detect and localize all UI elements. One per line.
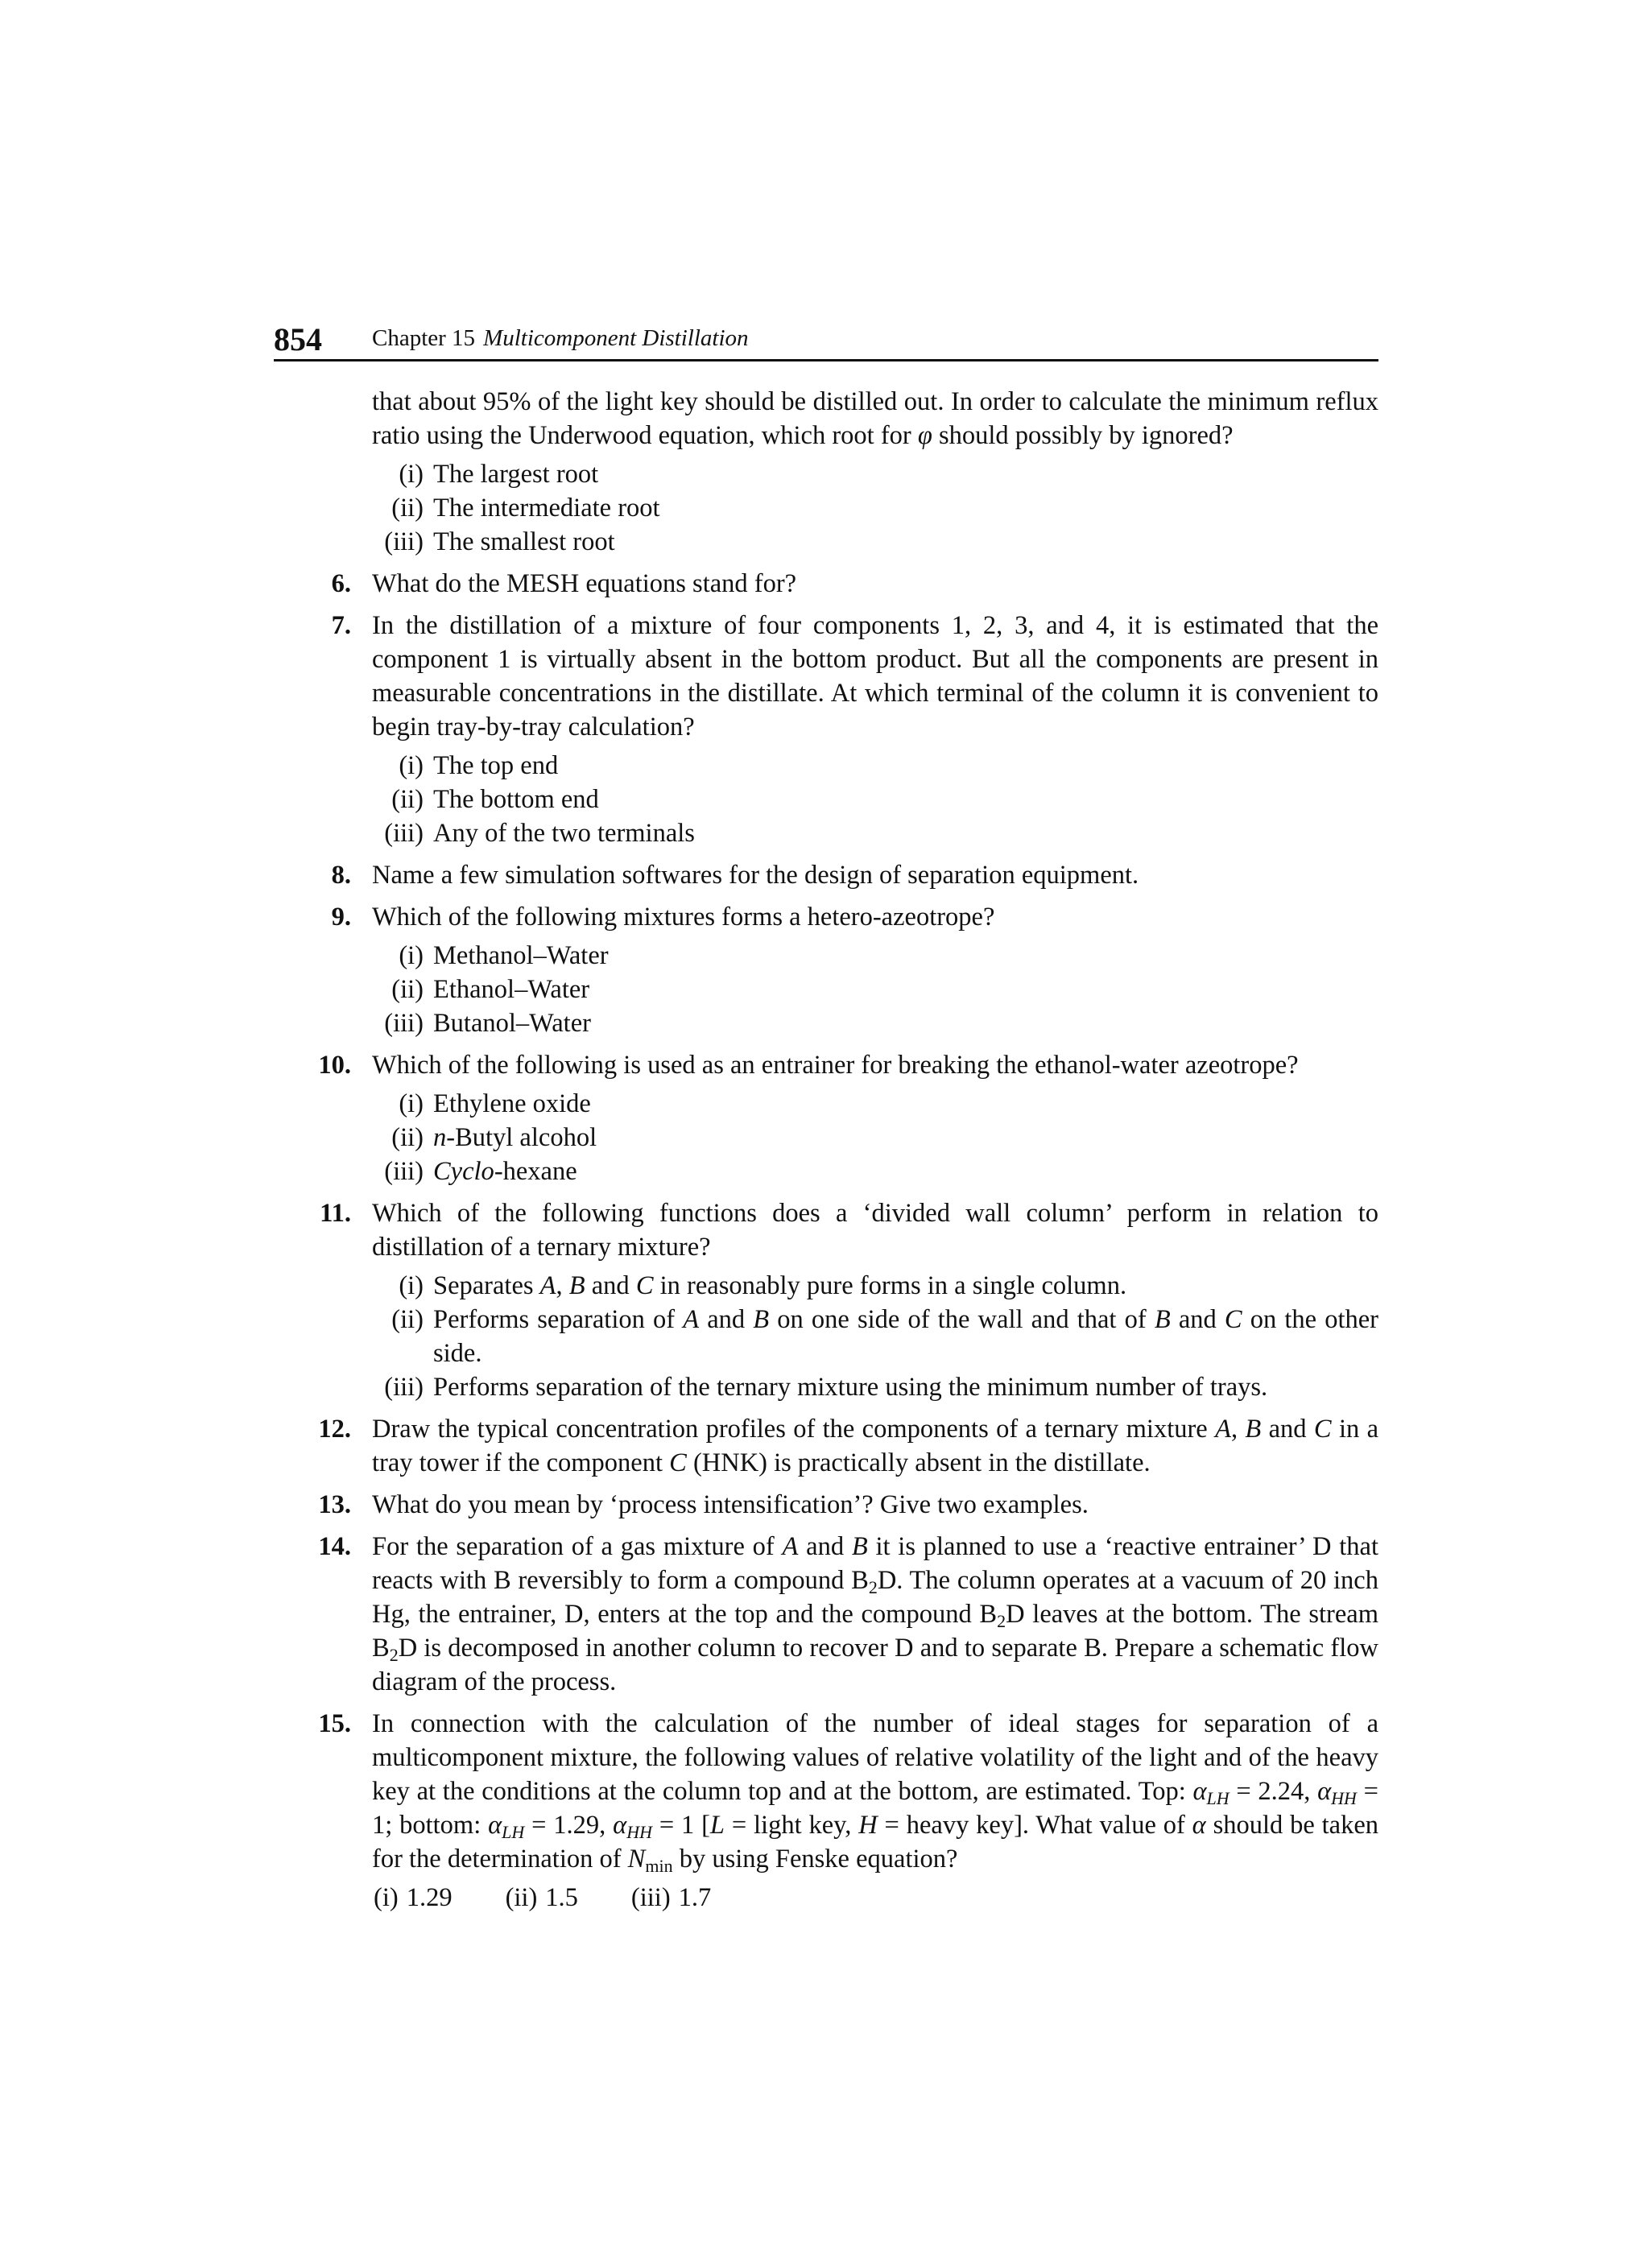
question-10 <box>274 1048 1378 1188</box>
chapter-title: Multicomponent Distillation <box>483 325 749 351</box>
option: (i) 1.29 <box>374 1883 453 1912</box>
question-number: 11. <box>320 1199 351 1228</box>
question-number: 15. <box>318 1709 351 1738</box>
option: (iii) 1.7 <box>630 1883 712 1912</box>
question-15 <box>274 1707 1378 1915</box>
option: (i) Methanol–Water <box>399 941 609 970</box>
question-text: What do you mean by ‘process intensification’? Give two examples. <box>372 1490 1089 1519</box>
question-text: Which of the following is used as an entrainer for breaking the ethanol-water azeotrope? <box>372 1051 1299 1080</box>
option: (iii) The smallest root <box>384 527 615 556</box>
question-text: Which of the following mixtures forms a hetero-azeotrope? <box>372 903 995 932</box>
option: (ii) n-Butyl alcohol <box>391 1123 597 1152</box>
questions-body <box>274 385 1378 1915</box>
option: (iii) Butanol–Water <box>384 1009 591 1038</box>
question-number: 10. <box>318 1051 351 1080</box>
page-number: 854 <box>274 321 322 357</box>
option: (i) Ethylene oxide <box>399 1089 591 1118</box>
question-6 <box>274 567 1378 601</box>
question-9 <box>274 900 1378 1040</box>
question-text: What do the MESH equations stand for? <box>372 569 797 598</box>
question-7 <box>274 609 1378 850</box>
question-options <box>274 749 1378 850</box>
question-number: 7. <box>331 611 351 640</box>
carryover-options <box>274 457 1378 559</box>
question-number: 6. <box>331 569 351 598</box>
question-number: 9. <box>331 903 351 932</box>
question-options <box>274 1269 1378 1404</box>
question-options <box>274 1087 1378 1188</box>
option: (ii) The intermediate root <box>391 494 660 523</box>
question-text: Which of the following functions does a ‘divided wall column’ perform in relation to distillation of a ternary mixture? <box>372 1199 1378 1262</box>
option: (ii) 1.5 <box>505 1883 578 1912</box>
option: (i) The largest root <box>399 460 599 489</box>
option: (iii) Cyclo-hexane <box>384 1157 577 1186</box>
option: (ii) The bottom end <box>391 785 599 814</box>
question-12 <box>274 1412 1378 1480</box>
question-number: 13. <box>318 1490 351 1519</box>
option: (iii) Performs separation of the ternary mixture using the minimum number of trays. <box>384 1373 1268 1402</box>
question-text: Name a few simulation softwares for the design of separation equipment. <box>372 861 1139 890</box>
running-head <box>372 325 749 352</box>
page-header <box>274 320 1378 361</box>
question-options-inline <box>374 1881 1378 1915</box>
option: (i) Separates A, B and C in reasonably pure forms in a single column. <box>399 1271 1127 1300</box>
question-11 <box>274 1196 1378 1404</box>
question-text: For the separation of a gas mixture of A and B it is planned to use a ‘reactive entrainer’ D that reacts with B reversibly to form a compound $B_2D$. The column operates at a vacuum of 20 inch Hg, the entrainer, D, enters at the top and the compound $B_2D$ leaves at the bottom. The stream $B_2D$ is decomposed in another column to recover D and to separate B. Prepare a schematic flow diagram of the process. <box>372 1532 1379 1696</box>
question-13 <box>274 1488 1378 1522</box>
question-number: 12. <box>318 1415 351 1444</box>
chapter-label: Chapter 15 <box>372 325 476 351</box>
question-number: 8. <box>331 861 351 890</box>
question-options <box>274 939 1378 1040</box>
question-number: 14. <box>318 1532 351 1561</box>
question-8 <box>274 858 1378 892</box>
option: (iii) Any of the two terminals <box>384 819 695 848</box>
option: (i) The top end <box>399 751 559 780</box>
option: (ii) Performs separation of A and B on one side of the wall and that of B and C on the other side. <box>391 1305 1378 1368</box>
question-14 <box>274 1530 1378 1699</box>
question-text: In the distillation of a mixture of four components 1, 2, 3, and 4, it is estimated that the component 1 is virtually absent in the bottom product. But all the components are present in measurable concentrations in the distillate. At which terminal of the column it is convenient to begin tray-by-tray calculation? <box>372 611 1378 742</box>
question-text: In connection with the calculation of the number of ideal stages for separation of a multicomponent mixture, the following values of relative volatility of the light and of the heavy key at the conditions at the column top and at the bottom, are estimated. Top: $\alpha_{LH} = 2.24$, $\alpha_{HH} = 1$; bottom: $\alpha_{LH} = 1.29$, $\alpha_{HH} = 1$ [L = light key, H = heavy key]. What value of α should be taken for the determination of $N_{min}$ by using Fenske equation? <box>372 1709 1378 1876</box>
option: (ii) Ethanol–Water <box>391 975 590 1004</box>
carryover-paragraph: that about 95% of the light key should be distilled out. In order to calculate the minimum reflux ratio using the Underwood equation, which root for φ should possibly by ignored? <box>372 387 1378 450</box>
question-text: Draw the typical concentration profiles of the components of a ternary mixture A, B and C in a tray tower if the component C (HNK) is practically absent in the distillate. <box>372 1415 1378 1477</box>
